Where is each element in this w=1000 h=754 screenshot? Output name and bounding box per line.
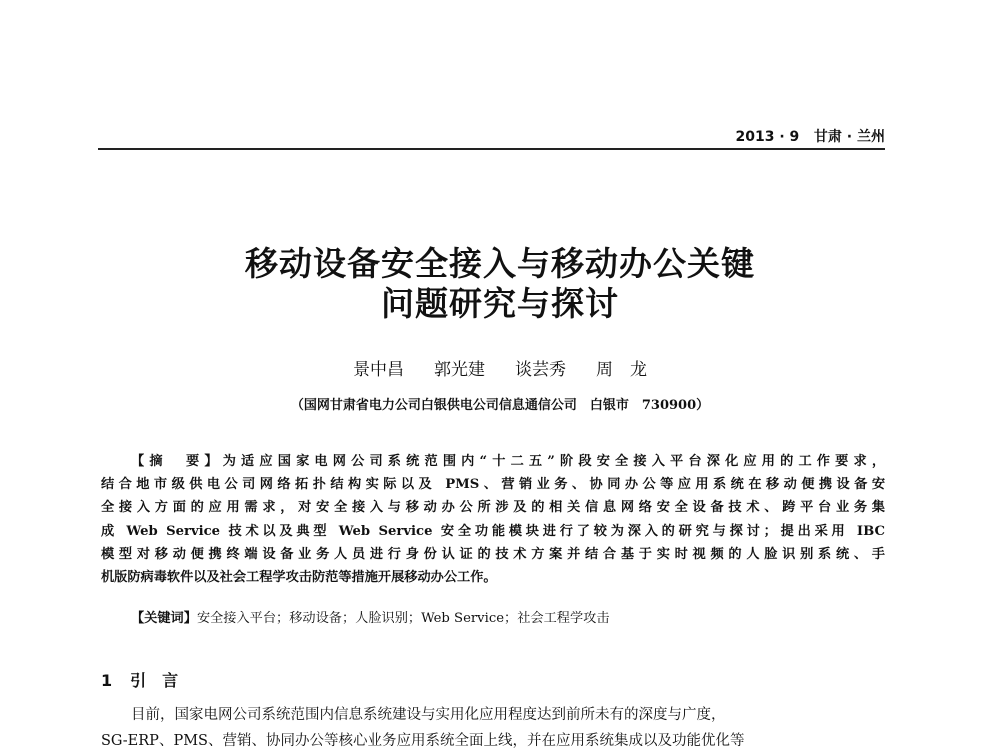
running-header bbox=[98, 126, 885, 146]
author: 景中昌 bbox=[353, 360, 404, 380]
keywords-text: 安全接入平台；移动设备；人脸识别；Web Service；社会工程学攻击 bbox=[196, 611, 610, 626]
abstract-line: 成 Web Service 技术以及典型 Web Service 安全功能模块进行了较为深入的研究与探讨；提出采用 IBC bbox=[101, 523, 885, 539]
keywords bbox=[131, 608, 885, 630]
abstract bbox=[101, 450, 885, 589]
keywords-label: 【关键词】 bbox=[131, 611, 197, 626]
affiliation: （国网甘肃省电力公司白银供电公司信息通信公司 白银市 730900） bbox=[290, 398, 710, 413]
author: 谈芸秀 bbox=[515, 360, 566, 380]
abstract-line: 模型对移动便携终端设备业务人员进行身份认证的技术方案并结合基于实时视频的人脸识别系统、手 bbox=[101, 546, 885, 562]
conference-place: 甘肃 · 兰州 bbox=[813, 129, 885, 145]
body-text-line: SG-ERP、PMS、营销、协同办公等核心业务应用系统全面上线，并在应用系统集成以及功能优化等 bbox=[101, 733, 745, 749]
section-title: 引 言 bbox=[130, 671, 179, 690]
abstract-label: 【摘 要】 bbox=[131, 454, 223, 469]
author: 郭光建 bbox=[434, 360, 485, 380]
section-number: 1 bbox=[101, 671, 113, 690]
author: 周 龙 bbox=[596, 360, 647, 380]
abstract-line: 全接入方面的应用需求，对安全接入与移动办公所涉及的相关信息网络安全设备技术、跨平台业务集 bbox=[101, 500, 885, 516]
section-heading bbox=[101, 668, 178, 691]
abstract-line: 【摘 要】为适应国家电网公司系统范围内“十二五”阶段安全接入平台深化应用的工作要求， bbox=[131, 454, 886, 469]
author-list bbox=[0, 355, 1000, 380]
paper-title-line-2: 问题研究与探讨 bbox=[381, 284, 619, 323]
paper-title-line-1: 移动设备安全接入与移动办公关键 bbox=[245, 244, 755, 283]
body-text-line: 目前，国家电网公司系统范围内信息系统建设与实用化应用程度达到前所未有的深度与广度， bbox=[131, 707, 726, 723]
abstract-line: 结合地市级供电公司网络拓扑结构实际以及 PMS、营销业务、协同办公等应用系统在移动便携设备安 bbox=[101, 477, 885, 493]
header-rule bbox=[98, 148, 885, 150]
abstract-line: 机版防病毒软件以及社会工程学攻击防范等措施开展移动办公工作。 bbox=[101, 570, 497, 586]
issue-date: 2013 · 9 bbox=[735, 129, 800, 145]
